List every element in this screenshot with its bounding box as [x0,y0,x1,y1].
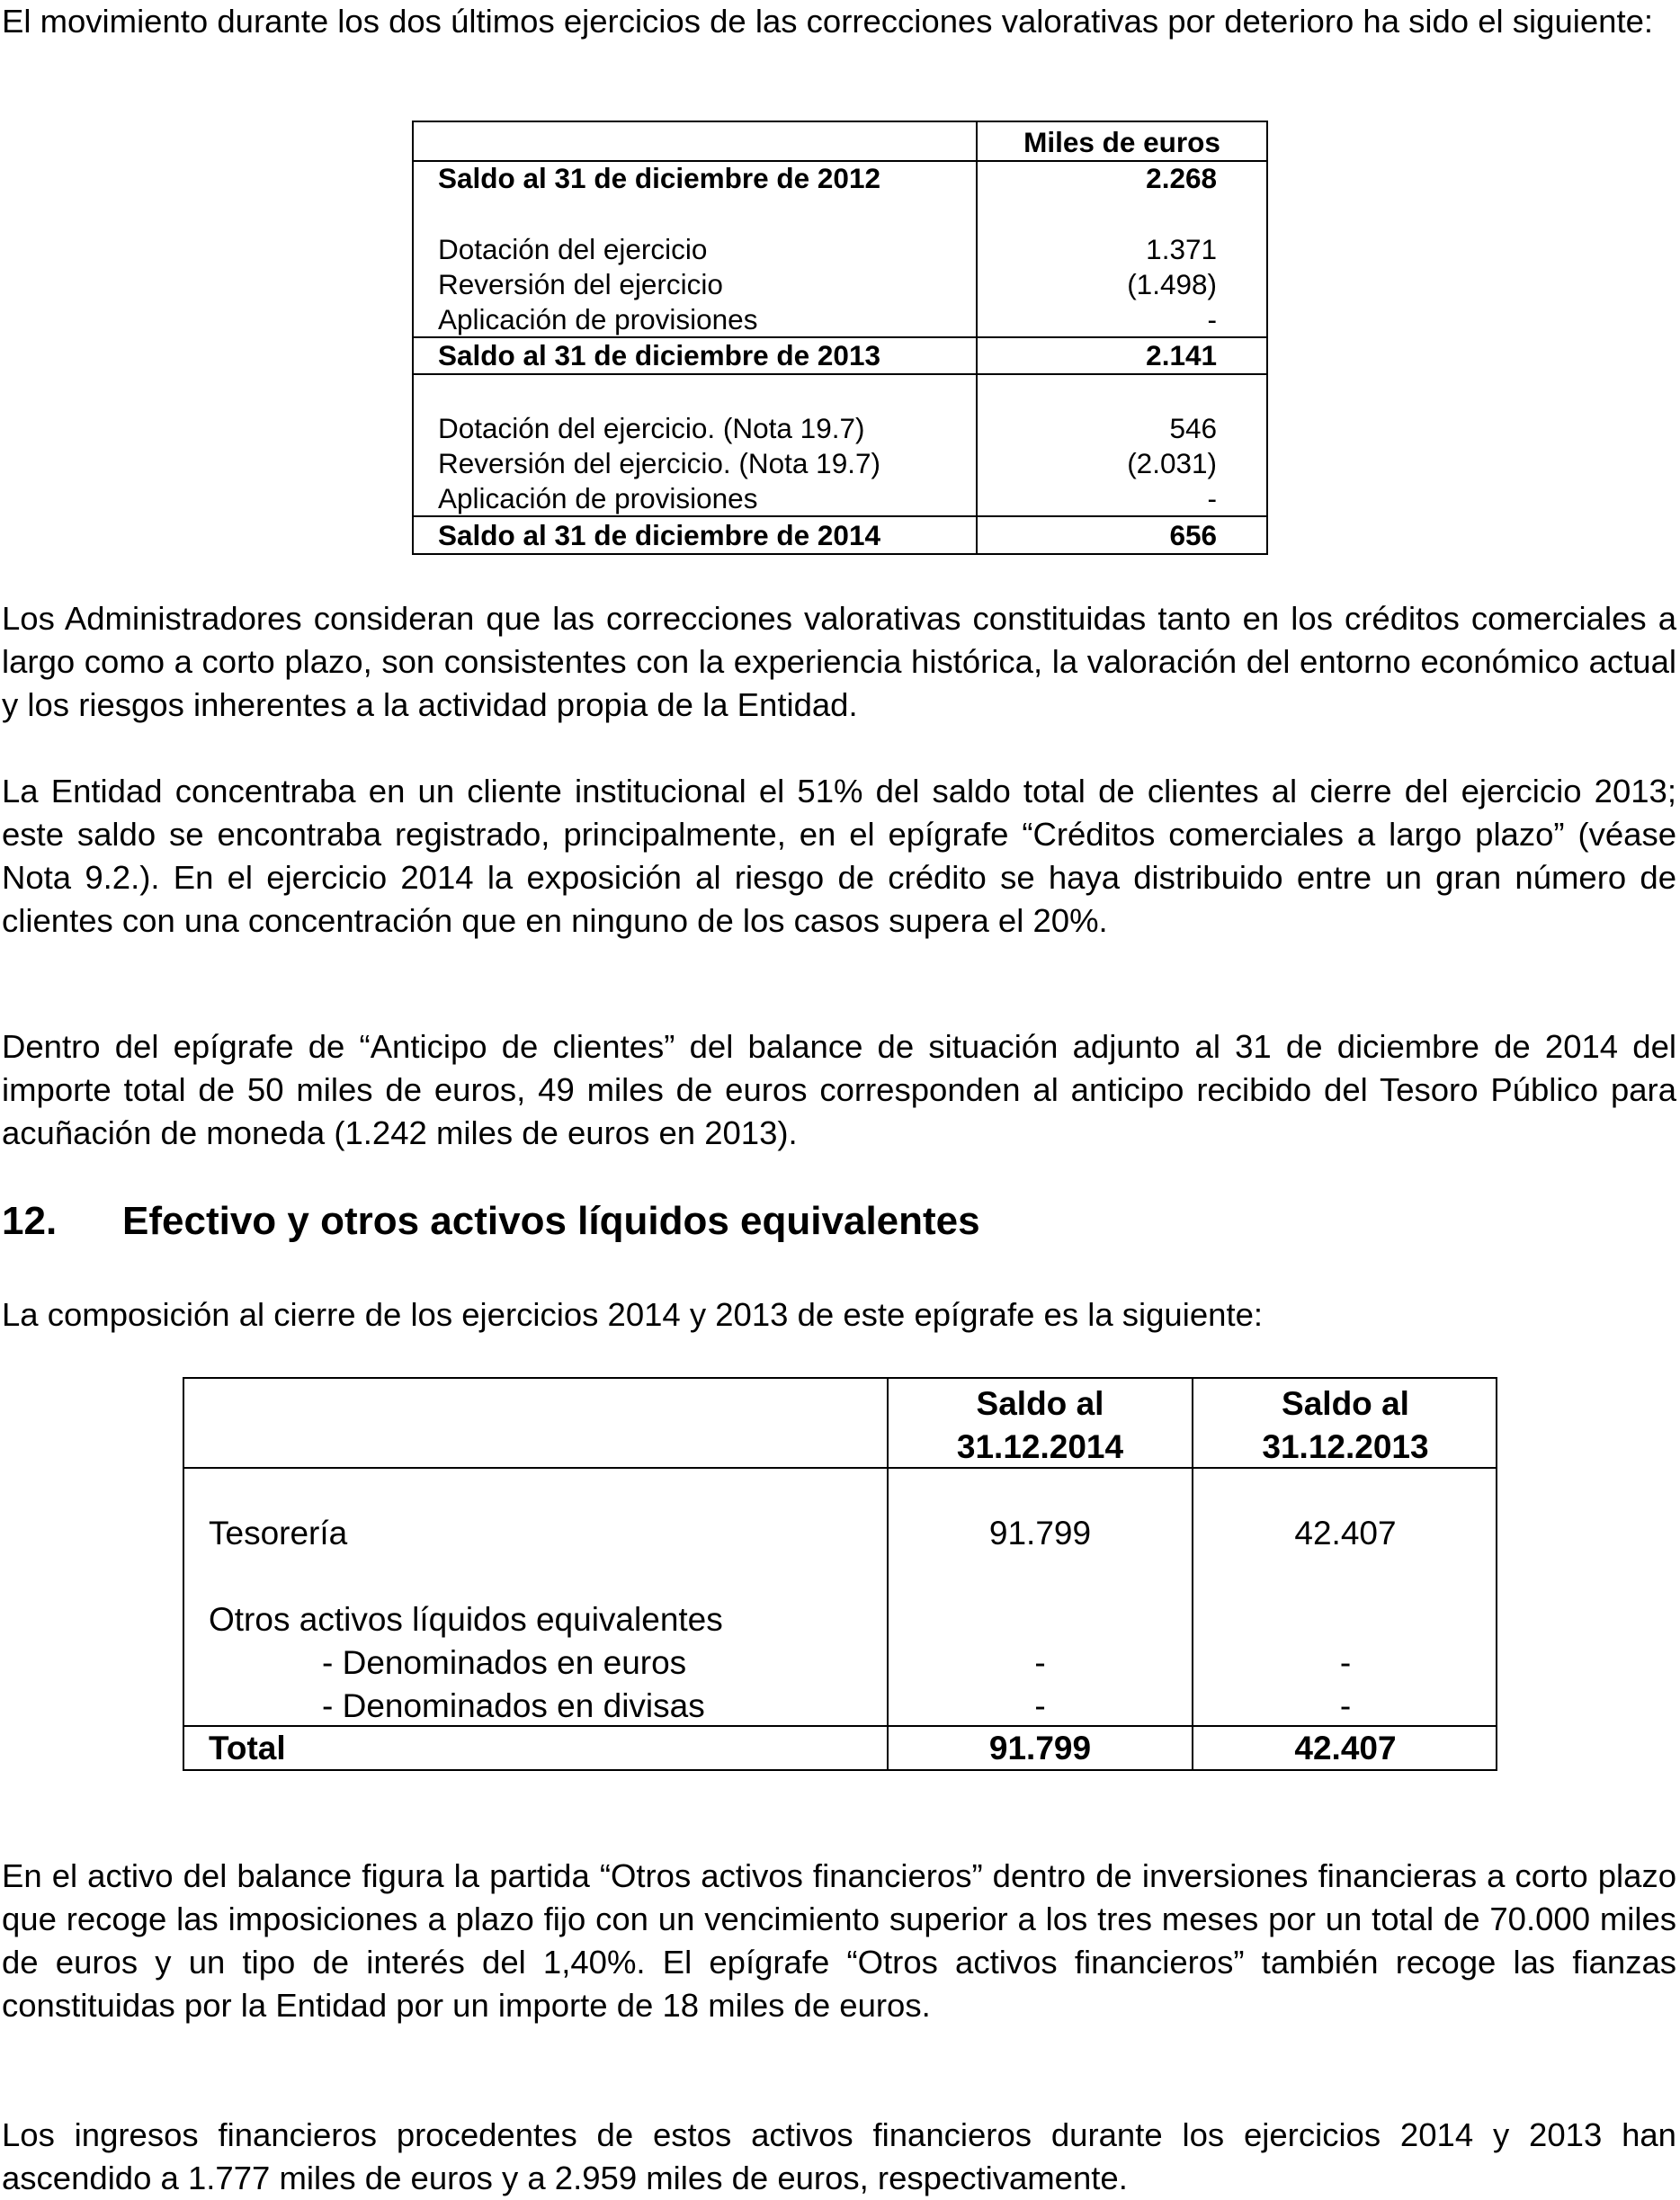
table-row-value: 42.407 [1294,1730,1397,1766]
table-rule [184,1467,1496,1469]
table-row-value: 91.799 [988,1730,1092,1766]
table-row-label: Reversión del ejercicio [438,268,723,300]
table-row-label: Saldo al 31 de diciembre de 2013 [438,339,880,371]
column-header: Miles de euros [1023,126,1220,158]
column-header: Saldo al [976,1385,1104,1422]
section-number: 12. [2,1199,58,1243]
intro-paragraph: El movimiento durante los dos últimos ejercicios de las correcciones valorativas por deterioro ha sido el siguiente: [2,3,1654,40]
table-row-label: Reversión del ejercicio. (Nota 19.7) [438,447,880,479]
table-row-value: - [1339,1687,1352,1724]
body-paragraph: Los ingresos financieros procedentes de estos activos financieros durante los ejercicios 2014 y 2013 han ascendido a 1.777 miles de euros y a 2.959 miles de euros, respectivamente. [2,2116,1676,2196]
cash-table [183,1377,1497,1771]
table-row-value: (2.031) [1127,447,1217,479]
table-rule [414,515,1266,517]
table-row-value: - [1207,482,1217,514]
body-paragraph: Dentro del epígrafe de “Anticipo de clientes” del balance de situación adjunto al 31 de diciembre de 2014 del importe total de 50 miles de euros, 49 miles de euros corresponden al anticipo recibido del Tesoro Público para acuñación de moneda (1.242 miles de euros en 2013). [2,1028,1676,1151]
table-row-value: - [1034,1687,1046,1724]
table-row-label: Saldo al 31 de diciembre de 2014 [438,519,880,551]
body-paragraph: Los Administradores consideran que las correcciones valorativas constituidas tanto en los créditos comerciales a largo como a corto plazo, son consistentes con la experiencia histórica, la valoración del entorno económico actual y los riesgos inherentes a la actividad propia de la Entidad. [2,600,1676,723]
table-row-value: 656 [1169,519,1217,551]
table-row-label: Total [209,1730,286,1766]
table-row-label: Dotación del ejercicio. (Nota 19.7) [438,412,865,444]
table-row-label: Dotación del ejercicio [438,233,708,265]
section-title: Efectivo y otros activos líquidos equivalentes [122,1199,980,1243]
column-header: 31.12.2014 [956,1428,1124,1465]
column-header: Saldo al [1282,1385,1409,1422]
table-row-value: 2.141 [1146,339,1217,371]
body-paragraph: La Entidad concentraba en un cliente institucional el 51% del saldo total de clientes al cierre del ejercicio 2013; este saldo se encontraba registrado, principalmente, en el epígrafe “Créditos comerciales a largo plazo” (véase Nota 9.2.). En el ejercicio 2014 la exposición al riesgo de crédito se haya distribuido entre un gran número de clientes con una concentración que en ninguno de los casos supera el 20%. [2,773,1676,939]
table-row-label: - Denominados en divisas [322,1687,705,1724]
table-row-value: 2.268 [1146,162,1217,194]
table-row-label: Otros activos líquidos equivalentes [209,1601,723,1638]
table-row-value: 91.799 [988,1515,1092,1552]
table-row-label: - Denominados en euros [322,1644,687,1681]
column-header: 31.12.2013 [1262,1428,1429,1465]
table-row-value: 546 [1169,412,1217,444]
table-row-label: Tesorería [209,1515,348,1552]
table-row-value: (1.498) [1127,268,1217,300]
table-row-value: 42.407 [1294,1515,1397,1552]
table-row-value: - [1207,303,1217,335]
table-row-label: Aplicación de provisiones [438,303,758,335]
table-row-value: - [1034,1644,1046,1681]
table-row-value: - [1339,1644,1352,1681]
body-paragraph: En el activo del balance figura la partida “Otros activos financieros” dentro de inversiones financieras a corto plazo que recoge las imposiciones a plazo fijo con un vencimiento superior a los tres meses por un total de 70.000 miles de euros y un tipo de interés del 1,40%. El epígrafe “Otros activos financieros” también recoge las fianzas constituidas por la Entidad por un importe de 18 miles de euros. [2,1857,1676,2024]
impairment-table [412,121,1268,555]
table-row-value: 1.371 [1146,233,1217,265]
table-row-label: Saldo al 31 de diciembre de 2012 [438,162,880,194]
table-rule [414,373,1266,375]
section-intro: La composición al cierre de los ejercicios 2014 y 2013 de este epígrafe es la siguiente: [2,1296,1264,1333]
table-row-label: Aplicación de provisiones [438,482,758,514]
section-heading [2,1196,980,1247]
